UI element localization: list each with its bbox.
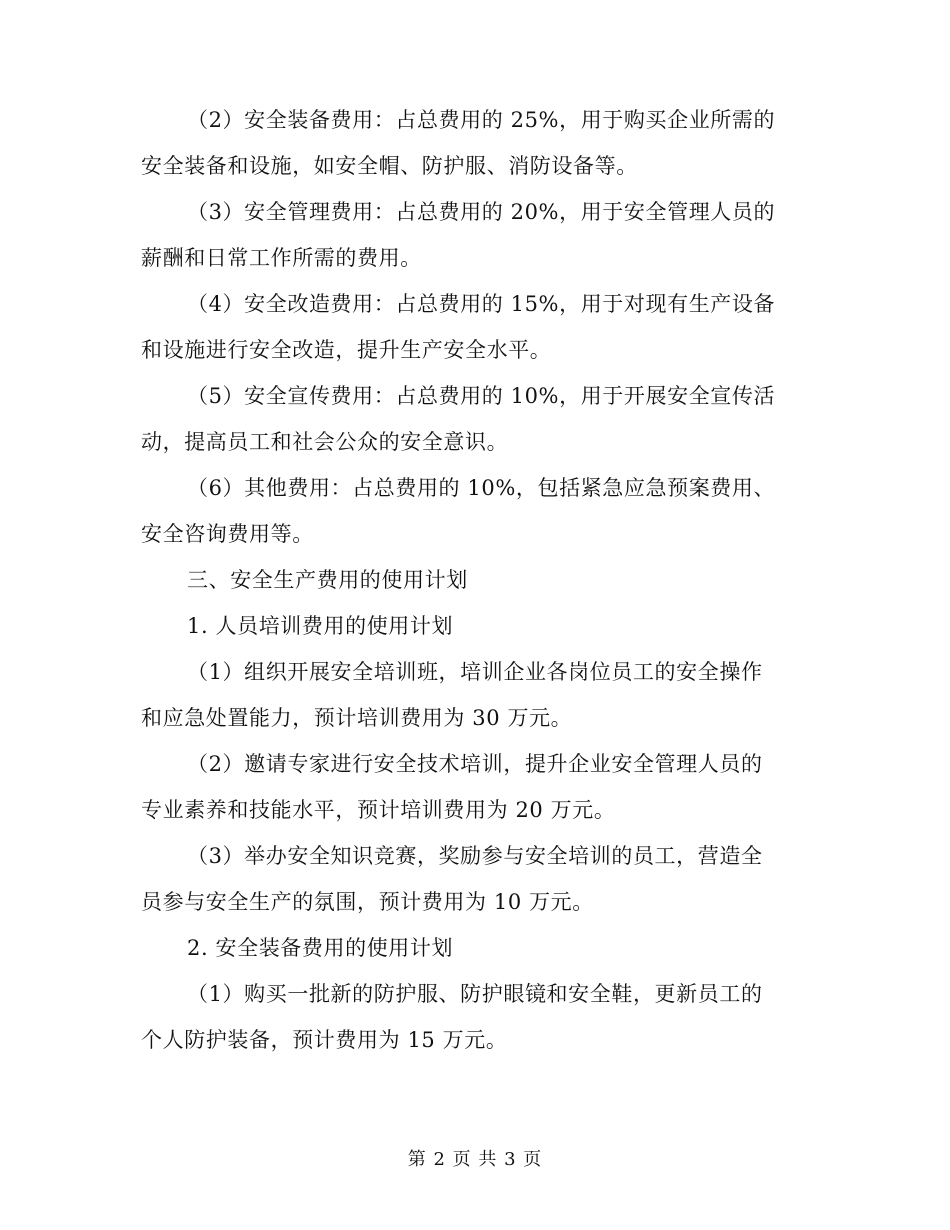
paragraph-line: 员参与安全生产的氛围，预计费用为 10 万元。 [141,890,594,914]
paragraph-line: （2）安全装备费用：占总费用的 25%，用于购买企业所需的 [187,108,776,132]
paragraph-line: （1）购买一批新的防护服、防护眼镜和安全鞋，更新员工的 [187,982,763,1006]
paragraph-line: （5）安全宣传费用：占总费用的 10%，用于开展安全宣传活 [187,384,776,408]
paragraph-line: （6）其他费用：占总费用的 10%，包括紧急应急预案费用、 [187,476,776,500]
page-footer: 第 2 页 共 3 页 [407,1149,543,1170]
section-heading: 三、安全生产费用的使用计划 [187,568,468,592]
paragraph-line: 安全装备和设施，如安全帽、防护服、消防设备等。 [141,154,638,178]
paragraph-line: 薪酬和日常工作所需的费用。 [141,246,422,270]
subsection-heading: 1. 人员培训费用的使用计划 [187,614,454,638]
paragraph-line: 个人防护装备，预计费用为 15 万元。 [141,1028,508,1052]
paragraph-line: （1）组织开展安全培训班，培训企业各岗位员工的安全操作 [187,660,763,684]
paragraph-line: 和应急处置能力，预计培训费用为 30 万元。 [141,706,573,730]
paragraph-line: 专业素养和技能水平，预计培训费用为 20 万元。 [141,798,616,822]
subsection-heading: 2. 安全装备费用的使用计划 [187,936,454,960]
paragraph-line: （4）安全改造费用：占总费用的 15%，用于对现有生产设备 [187,292,776,316]
paragraph-line: （3）举办安全知识竞赛，奖励参与安全培训的员工，营造全 [187,844,763,868]
paragraph-line: （3）安全管理费用：占总费用的 20%，用于安全管理人员的 [187,200,776,224]
paragraph-line: 安全咨询费用等。 [141,522,314,546]
paragraph-line: 和设施进行安全改造，提升生产安全水平。 [141,338,552,362]
paragraph-line: 动，提高员工和社会公众的安全意识。 [141,430,509,454]
paragraph-line: （2）邀请专家进行安全技术培训，提升企业安全管理人员的 [187,752,763,776]
